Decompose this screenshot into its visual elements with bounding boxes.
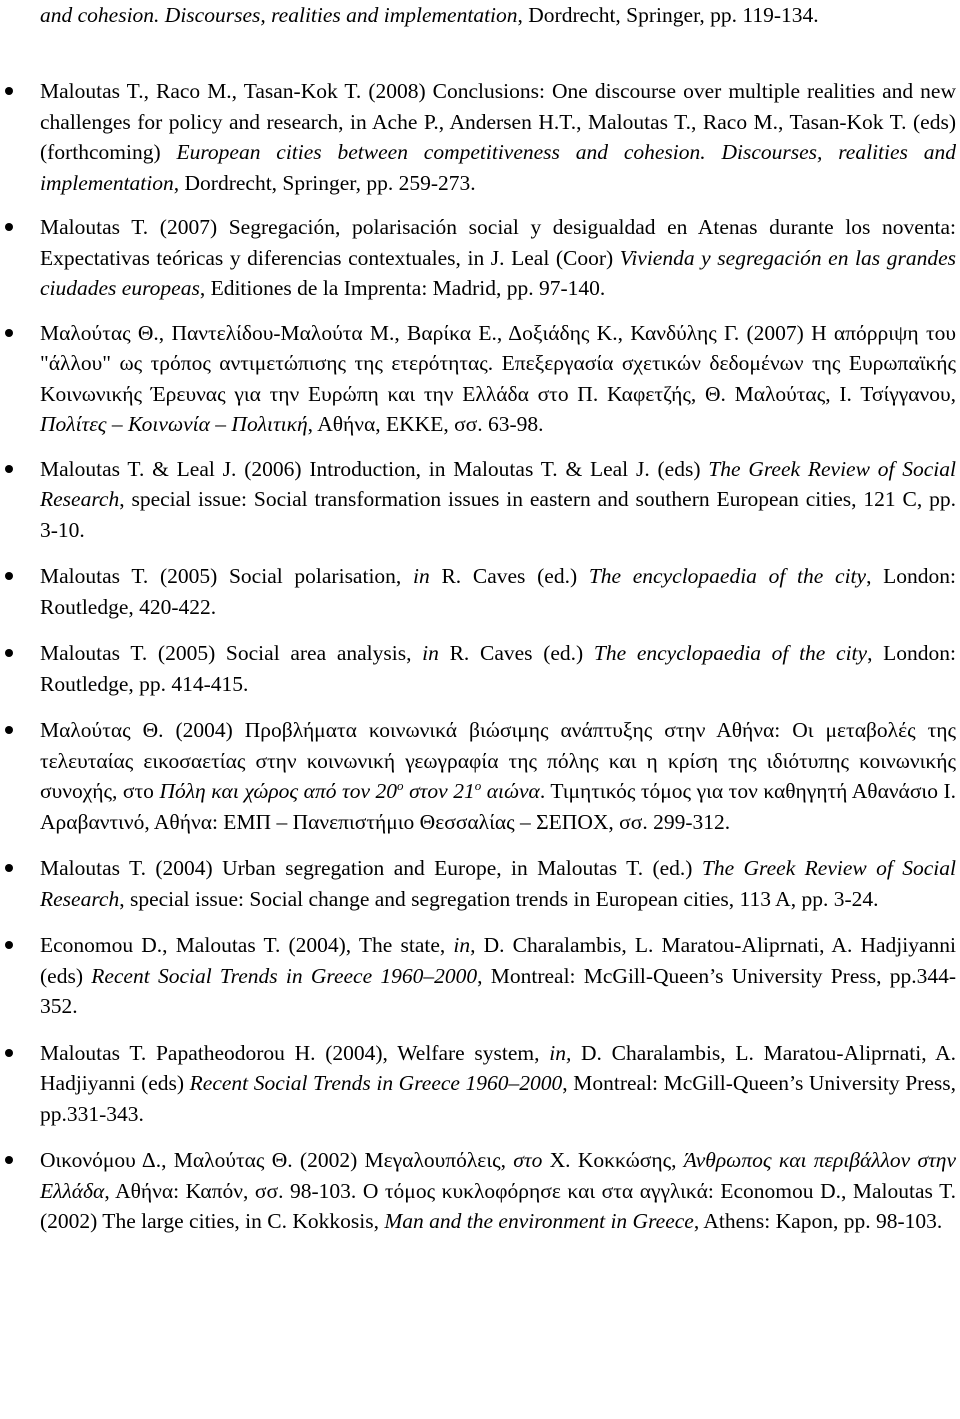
reference-text: , Montreal: McGill-Queen’s University Press, pp.344-352. (40, 963, 956, 1018)
reference-text: , Dordrecht, Springer, pp. 259-273. (173, 170, 476, 195)
reference-text: Οικονόμου Δ., Μαλούτας Θ. (2002) Μεγαλουπόλεις, (40, 1148, 514, 1172)
reference-item (0, 454, 960, 546)
reference-text: Maloutas T. & Leal J. (2006) Introduction, in Maloutas T. & Leal J. (eds) (40, 456, 709, 481)
reference-text: Maloutas T. (2004) Urban segregation and Europe, in Maloutas T. (ed.) (40, 856, 702, 880)
reference-italic-title: The encyclopaedia of the city (593, 641, 868, 665)
reference-italic-title: Man and the environment in Greece (384, 1209, 694, 1233)
reference-text: , Αθήνα: Καπόν, σσ. 98-103. Ο τόμος κυκλοφόρησε και στα αγγλικά: Economou D., Maloutas T. (2002) The large cities, in C. Kokkosis, (40, 1178, 956, 1233)
bullet-icon (5, 1049, 13, 1057)
reference-item (0, 638, 960, 699)
reference-italic-word: in, (549, 1040, 572, 1065)
reference-text: , Editiones de la Imprenta: Madrid, pp. 97-140. (199, 276, 606, 300)
reference-item (0, 930, 960, 1022)
bullet-icon (5, 223, 13, 231)
bullet-icon (5, 465, 13, 473)
reference-text: Economou D., Maloutas T. (2004), The state, (40, 933, 454, 957)
reference-italic-title (159, 779, 539, 803)
reference-item (0, 1038, 960, 1130)
reference-text: Μαλούτας Θ. (2004) Προβλήματα κοινωνικά βιώσιμης ανάπτυξης στην Αθήνα: Οι μεταβολές της τελευταίας εικοσαετίας στην κοινωνική γεωγραφία της πόλης και η κρίση της ιδιότυπης κοινωνικής συνοχής, στο (40, 718, 956, 803)
title-part: Πόλη και χώρος από τον 20 (159, 779, 398, 803)
continued-reference (40, 0, 956, 31)
reference-italic-title: The encyclopaedia of the city (588, 564, 867, 588)
superscript: ο (397, 777, 404, 793)
bullet-icon (5, 649, 13, 657)
reference-text: D. Charalambis, L. Maratou-Aliprnati, A. Hadjiyanni (eds) (40, 933, 956, 988)
reference-text: , London: Routledge, pp. 414-415. (40, 641, 956, 696)
reference-text: Maloutas T., Raco M., Tasan-Kok T. (2008) Conclusions: One discourse over multiple realities and new challenges for policy and research, in Ache P., Andersen H.T., Maloutas T., Raco M., Tasan-Kok T. (eds) (forthcoming) (40, 79, 956, 164)
reference-item (0, 212, 960, 304)
reference-text: D. Charalambis, L. Maratou-Aliprnati, A. Hadjiyanni (eds) (40, 1040, 956, 1095)
reference-italic-word: in (422, 641, 439, 665)
reference-text: R. Caves (ed.) (429, 564, 589, 588)
bullet-icon (5, 572, 13, 580)
reference-text: Χ. Κοκκώσης, (542, 1148, 684, 1172)
reference-italic-title: The Greek Review of Social Research (40, 856, 956, 911)
reference-text: , Αθήνα, ΕΚΚΕ, σσ. 63-98. (307, 412, 544, 436)
title-part: αιώνα (481, 779, 540, 803)
reference-text: , special issue: Social change and segregation trends in European cities, 113 A, pp. 3-24. (119, 886, 879, 911)
title-part: στον 21 (403, 779, 475, 803)
bullet-icon (5, 864, 13, 872)
reference-item (0, 853, 960, 914)
reference-text: Maloutas T. (2007) Segregación, polarisación social y desigualdad en Atenas durante los noventa: Expectativas teóricas y diferencias contextuales, in J. Leal (Coor) (40, 215, 956, 270)
reference-italic-title: European cities between competitiveness and cohesion. Discourses, realities and implementation (40, 140, 956, 195)
reference-italic-title: Άνθρωπος και περιβάλλον στην Ελλάδα (40, 1148, 956, 1203)
reference-italic-title: and cohesion. Discourses, realities and implementation (40, 3, 518, 27)
reference-text: , Athens: Kapon, pp. 98-103. (693, 1209, 943, 1233)
reference-text: Maloutas T. Papatheodorou H. (2004), Welfare system, (40, 1040, 550, 1065)
reference-item (0, 561, 960, 622)
bullet-icon (5, 87, 13, 95)
reference-italic-title: Πολίτες – Κοινωνία – Πολιτική (40, 412, 308, 436)
reference-text: Maloutas T. (2005) Social polarisation, (40, 564, 414, 588)
bullet-icon (5, 1156, 13, 1164)
reference-text: , Dordrecht, Springer, pp. 119-134. (517, 3, 819, 27)
bullet-icon (5, 329, 13, 337)
reference-text: R. Caves (ed.) (438, 641, 594, 665)
reference-item (0, 318, 960, 440)
reference-item (0, 715, 960, 837)
bullet-icon (5, 726, 13, 734)
reference-text: , Montreal: McGill-Queen’s University Press, pp.331-343. (40, 1071, 956, 1126)
reference-text: , London: Routledge, 420-422. (40, 564, 956, 619)
superscript: ο (474, 777, 482, 793)
reference-italic-word: in (413, 564, 430, 588)
reference-list (0, 76, 960, 1251)
reference-text: Μαλούτας Θ., Παντελίδου-Μαλούτα Μ., Βαρίκα Ε., Δοξιάδης Κ., Κανδύλης Γ. (2007) Η απόρριψη του "άλλου" ως τρόπος αντιμετώπισης της ετερότητας. Επεξεργασία σχετικών δεδομένων της Ευρωπαϊκής Κοινωνικής Έρευνας για την Ευρώπη και την Ελλάδα στο Π. Καφετζής, Θ. Μαλούτας, Ι. Τσίγγανου, (40, 320, 956, 406)
reference-italic-title: Recent Social Trends in Greece 1960–2000 (91, 963, 478, 988)
bullet-icon (5, 941, 13, 949)
reference-item (0, 1145, 960, 1237)
reference-italic-word: in, (453, 933, 476, 957)
reference-text: Maloutas T. (2005) Social area analysis, (40, 641, 423, 665)
reference-italic-title: The Greek Review of Social Research (40, 456, 956, 511)
reference-text: , special issue: Social transformation issues in eastern and southern European cities, 121 C, pp. 3-10. (40, 487, 956, 542)
reference-italic-title: Vivienda y segregación en las grandes ciudades europeas (40, 245, 956, 300)
reference-italic-word: στο (513, 1148, 543, 1172)
reference-item (0, 76, 960, 198)
reference-text: . Τιμητικός τόμος για τον καθηγητή Αθανάσιο Ι. Αραβαντινό, Αθήνα: ΕΜΠ – Πανεπιστήμιο Θεσσαλίας – ΣΕΠΟΧ, σσ. 299-312. (40, 779, 957, 834)
reference-italic-title: Recent Social Trends in Greece 1960–2000 (189, 1071, 563, 1095)
